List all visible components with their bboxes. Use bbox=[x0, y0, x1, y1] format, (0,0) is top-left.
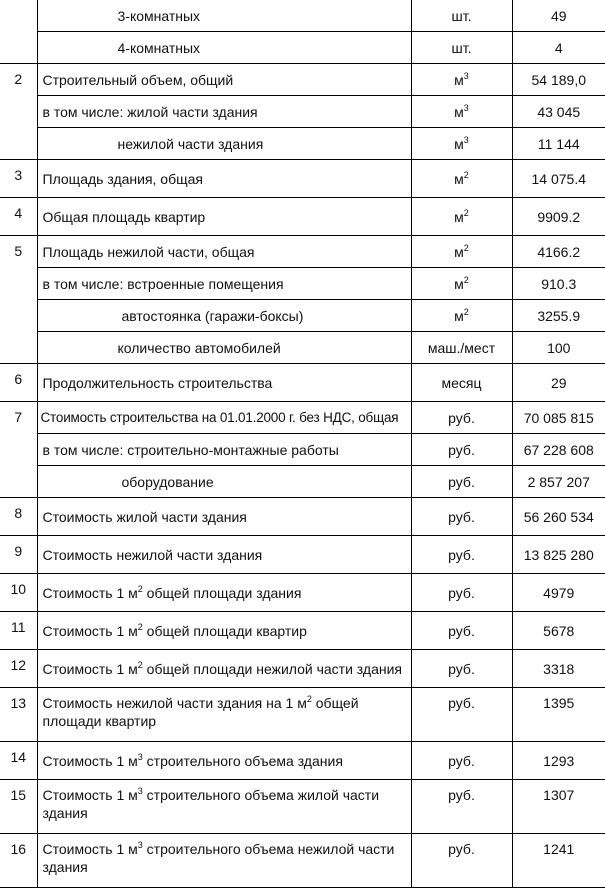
row-unit: $м^2$ bbox=[411, 198, 512, 236]
table-row bbox=[0, 650, 605, 688]
row-value: 5678 bbox=[512, 612, 605, 650]
row-value: 1395 bbox=[512, 688, 605, 742]
row-value: 1241 bbox=[512, 834, 605, 888]
table-row bbox=[0, 160, 605, 198]
row-label: Площадь здания, общая bbox=[37, 160, 411, 198]
row-label: нежилой части здания bbox=[37, 128, 411, 160]
table-row bbox=[0, 32, 605, 64]
row-unit: руб. bbox=[411, 780, 512, 834]
table-row bbox=[0, 498, 605, 536]
row-label: в том числе: жилой части здания bbox=[37, 96, 411, 128]
table-row bbox=[0, 236, 605, 268]
row-label: 4-комнатных bbox=[37, 32, 411, 64]
row-value: 3255.9 bbox=[512, 300, 605, 332]
row-value: 11 144 bbox=[512, 128, 605, 160]
row-label: количество автомобилей bbox=[37, 332, 411, 364]
row-label: в том числе: строительно-монтажные работы bbox=[37, 434, 411, 466]
table-row bbox=[0, 0, 605, 32]
row-unit: руб. bbox=[411, 742, 512, 780]
row-value: 49 bbox=[512, 0, 605, 32]
row-unit: руб. bbox=[411, 650, 512, 688]
row-unit: руб. bbox=[411, 434, 512, 466]
table-row bbox=[0, 688, 605, 742]
row-value: 4166.2 bbox=[512, 236, 605, 268]
row-number: 15 bbox=[0, 780, 37, 834]
row-unit: $м^3$ bbox=[411, 128, 512, 160]
table-row bbox=[0, 96, 605, 128]
row-label: Стоимость строительства на 01.01.2000 г. без НДС, общая bbox=[37, 402, 411, 434]
row-number: 5 bbox=[0, 236, 37, 364]
row-label: Стоимость 1 $м^3$ строительного объема здания bbox=[37, 742, 411, 780]
table-row bbox=[0, 574, 605, 612]
row-unit: $м^2$ bbox=[411, 236, 512, 268]
row-value: 1293 bbox=[512, 742, 605, 780]
row-value: 29 bbox=[512, 364, 605, 402]
row-number bbox=[0, 0, 37, 64]
row-label: Стоимость 1 $м^2$ общей площади квартир bbox=[37, 612, 411, 650]
row-unit: месяц bbox=[411, 364, 512, 402]
row-number: 10 bbox=[0, 574, 37, 612]
row-value: 9909.2 bbox=[512, 198, 605, 236]
row-value: 4979 bbox=[512, 574, 605, 612]
row-value: 67 228 608 bbox=[512, 434, 605, 466]
table-row bbox=[0, 364, 605, 402]
table-row bbox=[0, 332, 605, 364]
table-row bbox=[0, 64, 605, 96]
row-unit: $м^2$ bbox=[411, 300, 512, 332]
row-value: 70 085 815 bbox=[512, 402, 605, 434]
table-row bbox=[0, 536, 605, 574]
row-value: 3318 bbox=[512, 650, 605, 688]
row-number: 8 bbox=[0, 498, 37, 536]
row-unit: $м^2$ bbox=[411, 268, 512, 300]
table-row bbox=[0, 128, 605, 160]
row-number: 4 bbox=[0, 198, 37, 236]
row-unit: руб. bbox=[411, 574, 512, 612]
row-number: 3 bbox=[0, 160, 37, 198]
row-label: Стоимость нежилой части здания на 1 $м^2$ общей площади квартир bbox=[37, 688, 411, 742]
row-label: 3-комнатных bbox=[37, 0, 411, 32]
table-row bbox=[0, 780, 605, 834]
row-number: 9 bbox=[0, 536, 37, 574]
row-value: 43 045 bbox=[512, 96, 605, 128]
row-label: в том числе: встроенные помещения bbox=[37, 268, 411, 300]
row-unit: шт. bbox=[411, 32, 512, 64]
row-value: 100 bbox=[512, 332, 605, 364]
row-number: 12 bbox=[0, 650, 37, 688]
row-unit: $м^2$ bbox=[411, 160, 512, 198]
row-label: оборудование bbox=[37, 466, 411, 498]
row-unit: $м^3$ bbox=[411, 96, 512, 128]
row-label: Стоимость нежилой части здания bbox=[37, 536, 411, 574]
row-unit: руб. bbox=[411, 402, 512, 434]
row-label: Продолжительность строительства bbox=[37, 364, 411, 402]
table-row bbox=[0, 834, 605, 888]
row-value: 13 825 280 bbox=[512, 536, 605, 574]
row-number: 14 bbox=[0, 742, 37, 780]
table-row bbox=[0, 268, 605, 300]
row-number: 7 bbox=[0, 402, 37, 498]
row-unit: руб. bbox=[411, 498, 512, 536]
row-value: 1307 bbox=[512, 780, 605, 834]
row-label: Стоимость 1 $м^2$ общей площади здания bbox=[37, 574, 411, 612]
row-label: автостоянка (гаражи-боксы) bbox=[37, 300, 411, 332]
table-row bbox=[0, 402, 605, 434]
row-number: 6 bbox=[0, 364, 37, 402]
row-unit: маш./мест bbox=[411, 332, 512, 364]
row-label: Стоимость 1 $м^2$ общей площади нежилой части здания bbox=[37, 650, 411, 688]
row-unit: руб. bbox=[411, 612, 512, 650]
table-row bbox=[0, 466, 605, 498]
row-unit: руб. bbox=[411, 688, 512, 742]
row-unit: руб. bbox=[411, 834, 512, 888]
table-row bbox=[0, 742, 605, 780]
row-value: 4 bbox=[512, 32, 605, 64]
table-row bbox=[0, 300, 605, 332]
row-label: Строительный объем, общий bbox=[37, 64, 411, 96]
row-label: Стоимость 1 $м^3$ строительного объема жилой части здания bbox=[37, 780, 411, 834]
table-row bbox=[0, 198, 605, 236]
table-row bbox=[0, 612, 605, 650]
table-row bbox=[0, 434, 605, 466]
row-label: Стоимость жилой части здания bbox=[37, 498, 411, 536]
row-label: Стоимость 1 $м^3$ строительного объема нежилой части здания bbox=[37, 834, 411, 888]
row-value: 910.3 bbox=[512, 268, 605, 300]
row-number: 2 bbox=[0, 64, 37, 160]
row-value: 56 260 534 bbox=[512, 498, 605, 536]
row-unit: шт. bbox=[411, 0, 512, 32]
row-value: 2 857 207 bbox=[512, 466, 605, 498]
row-number: 11 bbox=[0, 612, 37, 650]
row-unit: руб. bbox=[411, 536, 512, 574]
row-number: 16 bbox=[0, 834, 37, 888]
row-value: 14 075.4 bbox=[512, 160, 605, 198]
row-unit: $м^3$ bbox=[411, 64, 512, 96]
row-label: Общая площадь квартир bbox=[37, 198, 411, 236]
row-number: 13 bbox=[0, 688, 37, 742]
row-unit: руб. bbox=[411, 466, 512, 498]
row-value: 54 189,0 bbox=[512, 64, 605, 96]
row-label: Площадь нежилой части, общая bbox=[37, 236, 411, 268]
